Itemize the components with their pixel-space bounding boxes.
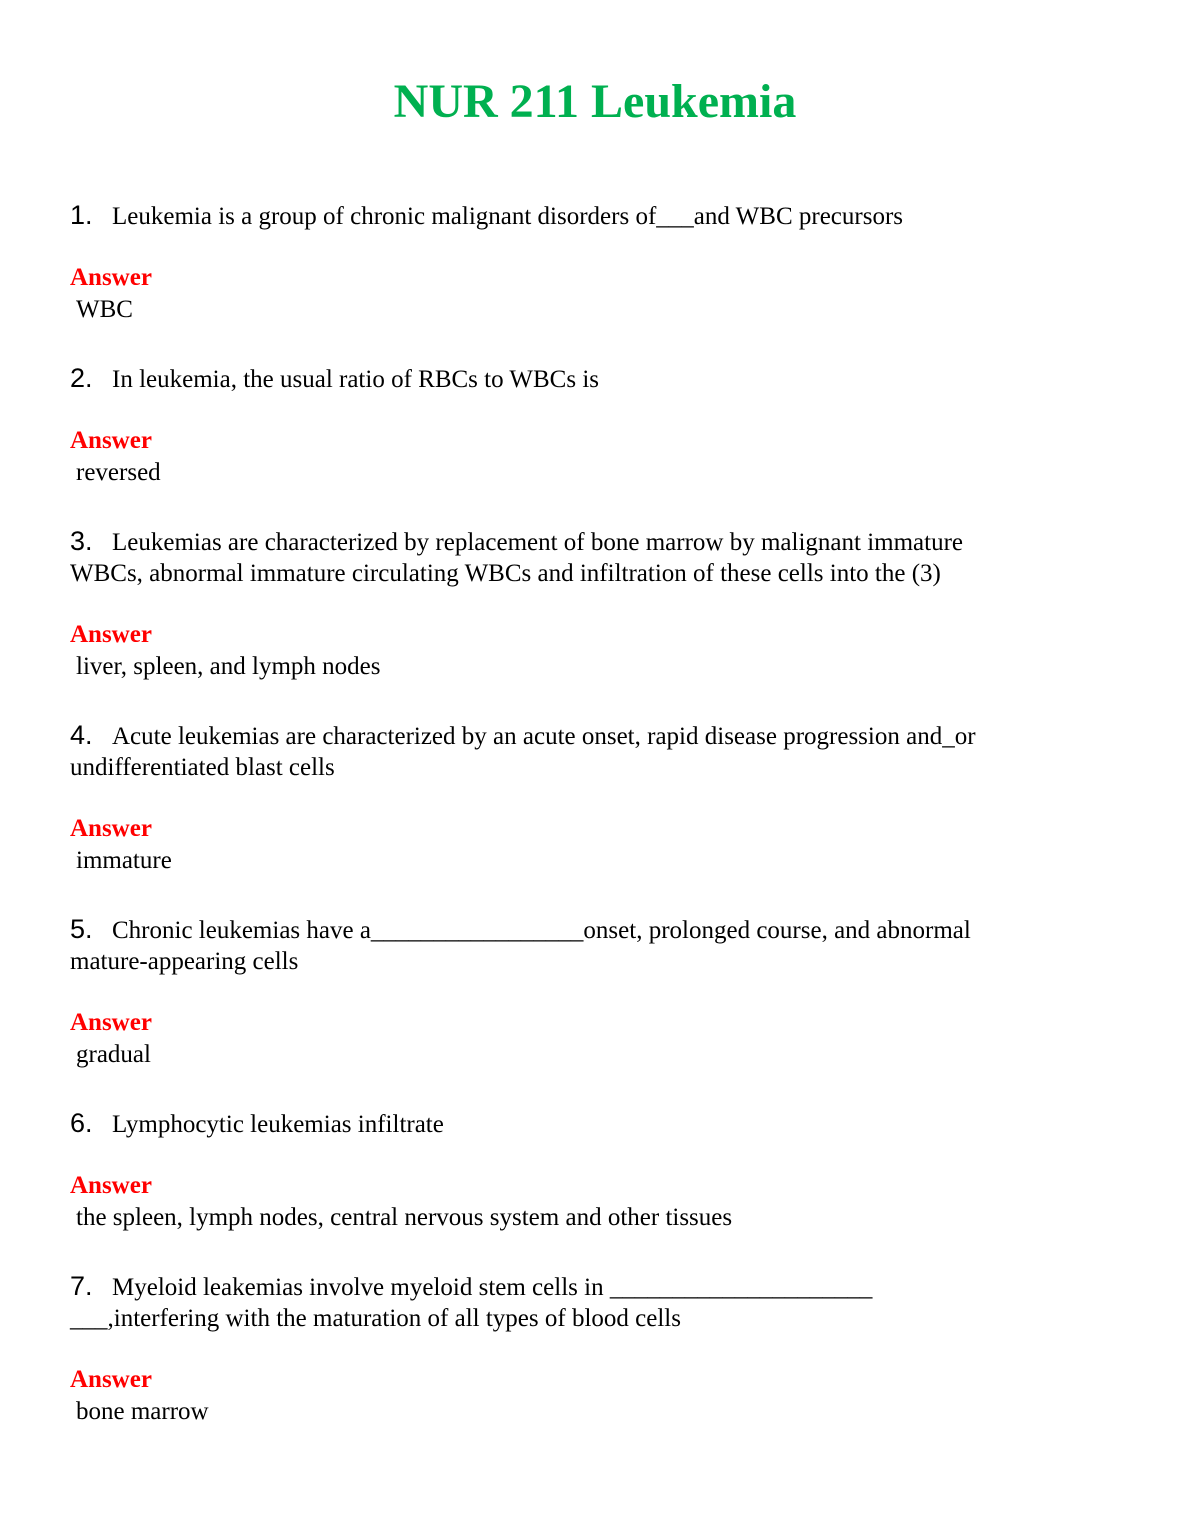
question-6 bbox=[70, 1108, 1140, 1140]
answer-text-3: liver, spleen, and lymph nodes bbox=[76, 653, 381, 680]
question-text-line: Myeloid leakemias involve myeloid stem cells in _____________________ bbox=[112, 1274, 873, 1301]
question-number: 4. bbox=[70, 720, 93, 750]
answer-label: Answer bbox=[70, 264, 152, 291]
page-title: NUR 211 Leukemia bbox=[393, 75, 797, 128]
answer-label: Answer bbox=[70, 621, 152, 648]
question-1 bbox=[70, 200, 1140, 232]
question-5 bbox=[70, 914, 1140, 977]
question-text-line: In leukemia, the usual ratio of RBCs to WBCs is bbox=[112, 366, 599, 393]
question-7 bbox=[70, 1271, 1140, 1334]
question-number: 2. bbox=[70, 363, 93, 393]
answer-label: Answer bbox=[70, 1366, 152, 1393]
answer-text-4: immature bbox=[76, 847, 172, 874]
qa-item-6 bbox=[70, 1108, 1140, 1234]
question-text-line: mature-appearing cells bbox=[70, 948, 299, 975]
answer-text-7: bone marrow bbox=[76, 1398, 209, 1425]
question-text-line: Leukemias are characterized by replacement of bone marrow by malignant immature bbox=[112, 529, 964, 556]
question-text-line: undifferentiated blast cells bbox=[70, 754, 335, 781]
question-3 bbox=[70, 526, 1140, 589]
question-2 bbox=[70, 363, 1140, 395]
answer-text-2: reversed bbox=[76, 459, 161, 486]
question-number: 5. bbox=[70, 914, 93, 944]
qa-item-7 bbox=[70, 1271, 1140, 1428]
answer-label: Answer bbox=[70, 1172, 152, 1199]
question-4 bbox=[70, 720, 1140, 783]
qa-item-2 bbox=[70, 363, 1140, 489]
question-text-line: WBCs, abnormal immature circulating WBCs and infiltration of these cells into the (3) bbox=[70, 560, 941, 587]
answer-text-1: WBC bbox=[76, 296, 133, 323]
question-text-line: Acute leukemias are characterized by an acute onset, rapid disease progression and_or bbox=[112, 723, 976, 750]
question-number: 3. bbox=[70, 526, 93, 556]
question-text-line: Leukemia is a group of chronic malignant disorders of___and WBC precursors bbox=[112, 203, 904, 230]
question-number: 7. bbox=[70, 1271, 93, 1301]
answer-text-6: the spleen, lymph nodes, central nervous system and other tissues bbox=[76, 1204, 733, 1231]
qa-item-3 bbox=[70, 526, 1140, 683]
answer-label: Answer bbox=[70, 427, 152, 454]
question-text-line: Chronic leukemias have a_________________onset, prolonged course, and abnormal bbox=[112, 917, 971, 944]
qa-list bbox=[70, 200, 1140, 1465]
question-text-line: ___,interfering with the maturation of all types of blood cells bbox=[70, 1305, 681, 1332]
question-number: 1. bbox=[70, 200, 93, 230]
qa-item-1 bbox=[70, 200, 1140, 326]
question-text-line: Lymphocytic leukemias infiltrate bbox=[112, 1111, 444, 1138]
answer-text-5: gradual bbox=[76, 1041, 151, 1068]
qa-item-4 bbox=[70, 720, 1140, 877]
question-number: 6. bbox=[70, 1108, 93, 1138]
answer-label: Answer bbox=[70, 815, 152, 842]
answer-label: Answer bbox=[70, 1009, 152, 1036]
qa-item-5 bbox=[70, 914, 1140, 1071]
